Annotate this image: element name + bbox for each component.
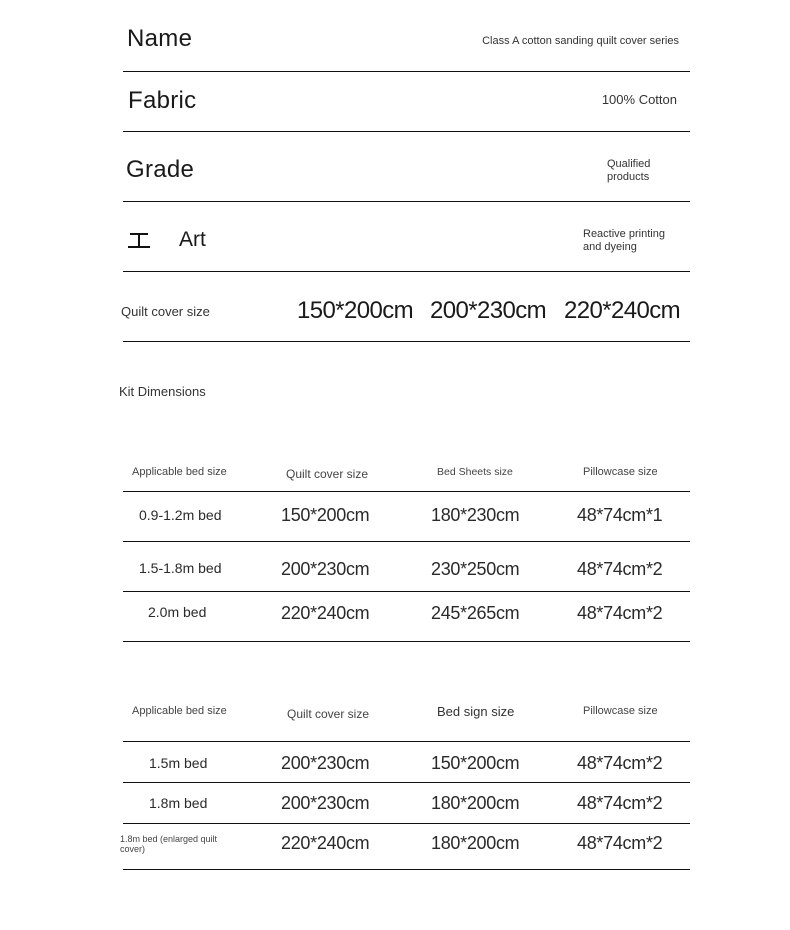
craft-value: Reactive printing and dyeing — [583, 228, 665, 253]
divider — [123, 823, 690, 824]
kit-dimensions-title: Kit Dimensions — [119, 384, 206, 399]
gong-character-icon — [128, 231, 150, 249]
divider — [123, 869, 690, 870]
fabric-value: 100% Cotton — [601, 92, 677, 107]
table-header: Quilt cover size — [287, 707, 370, 721]
divider — [123, 782, 690, 783]
craft-label: Art — [179, 228, 206, 251]
quilt-cover-size-value: 150*200cm — [297, 297, 414, 324]
quilt-cover-size-value: 220*240cm — [564, 297, 681, 324]
divider — [123, 71, 690, 72]
quilt-cover-size-label: Quilt cover size — [121, 304, 210, 319]
table-header: Quilt cover size — [286, 467, 369, 481]
fabric-label: Fabric — [128, 87, 197, 114]
divider — [123, 741, 690, 742]
quilt-cover-size-value: 200*230cm — [430, 297, 547, 324]
grade-value: Qualified products — [607, 158, 651, 183]
table-header: Pillowcase size — [583, 705, 658, 717]
divider — [123, 131, 690, 132]
divider — [123, 641, 690, 642]
name-value: Class A cotton sanding quilt cover series — [482, 35, 679, 47]
grade-label: Grade — [126, 156, 195, 183]
divider — [123, 201, 690, 202]
table-header: Bed Sheets size — [437, 466, 513, 478]
divider — [123, 491, 690, 492]
table-header: Bed sign size — [437, 704, 515, 719]
divider — [123, 271, 690, 272]
table-header: Applicable bed size — [132, 466, 227, 478]
table-header: Applicable bed size — [132, 705, 227, 717]
divider — [123, 341, 690, 342]
divider — [123, 541, 690, 542]
table-header: Pillowcase size — [583, 466, 658, 478]
divider — [123, 591, 690, 592]
name-label: Name — [127, 25, 193, 52]
